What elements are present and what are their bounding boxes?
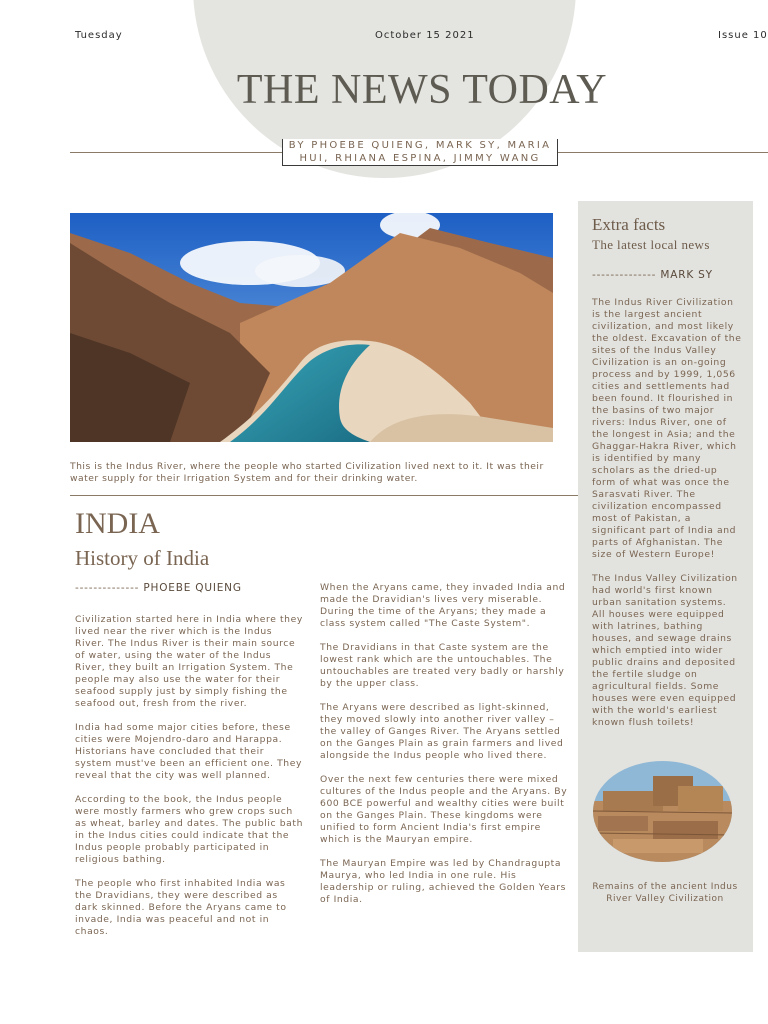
author-dashes: -------------- <box>75 582 144 594</box>
byline-box <box>282 139 558 166</box>
paragraph: When the Aryans came, they invaded India and made the Dravidian's lives very miserable. During the time of the Aryans; they made a class system called "The Caste System". <box>320 582 566 629</box>
paragraph: India had some major cities before, these cities were Mojendro-daro and Harappa. Historians have concluded that their system must've been an efficient one. They reveal that the city was well planned. <box>75 722 303 781</box>
issue-number: Issue 10 <box>718 30 768 41</box>
sidebar-subtitle: The latest local news <box>592 237 710 252</box>
byline-line-2: HUI, RHIANA ESPINA, JIMMY WANG <box>299 153 541 164</box>
sidebar-author <box>592 269 713 281</box>
paragraph: Over the next few centuries there were mixed cultures of the Indus people and the Aryans. By 600 BCE powerful and wealthy cities were built on the Ganges Plain. These kingdoms were unified to form Ancient India's first empire which is the Mauryan empire. <box>320 774 568 845</box>
author-name: PHOEBE QUIENG <box>143 582 242 594</box>
author-dashes: -------------- <box>592 269 661 281</box>
article-subheading: History of India <box>75 546 210 570</box>
issue-day: Tuesday <box>75 30 123 41</box>
paragraph: The Aryans were described as light-skinned, they moved slowly into another river valley – the valley of Ganges River. The Aryans settled on the Ganges Plain as grain farmers and lived alongside the Indus people who lived there. <box>320 702 564 761</box>
paragraph: According to the book, the Indus people were mostly farmers who grew crops such as wheat, barley and dates. The public bath in the Indus cities could indicate that the Indus people probably participated in religious bathing. <box>75 794 304 865</box>
section-divider <box>70 495 578 496</box>
paragraph: The Indus River Civilization is the largest ancient civilization, and most likely the oldest. Excavation of the sites of the Indus Valley Civilization is an on-going process and by 1999, 1,056 cities and settlements had been found. It flourished in the basins of two major rivers: Indus River, one of the longest in Asia; and the Ghaggar-Hakra River, which is identified by many scholars as the dried-up form of what was once the Sarasvati River. The civilization encompassed most of Pakistan, a significant part of India and parts of Afghanistan. The size of Western Europe! <box>592 297 742 560</box>
paragraph: Civilization started here in India where they lived near the river which is the Indus River. The Indus River is their main source of water, using the water of the Indus River, they built an Irrigation System. The people may also use the water for their seafood supply just by simply fishing the seafood out, fresh from the river. <box>75 614 303 709</box>
sidebar-text <box>592 297 742 741</box>
byline-line-1: BY PHOEBE QUIENG, MARK SY, MARIA <box>288 140 552 151</box>
paragraph: The Dravidians in that Caste system are the lowest rank which are the untouchables. The untouchables are treated very badly or harshly by the upper class. <box>320 642 565 689</box>
ruins-caption: Remains of the ancient Indus River Valley Civilization <box>592 882 738 904</box>
indus-river-photo <box>70 213 553 442</box>
article-author <box>75 582 242 594</box>
paragraph: The Mauryan Empire was led by Chandragupta Maurya, who led India in one rule. His leadership or ruling, achieved the Golden Years of India. <box>320 858 567 905</box>
paragraph: The Indus Valley Civilization had world's first known urban sanitation systems. All houses were equipped with latrines, bathing houses, and sewage drains which emptied into wider public drains and deposited the fertile sludge on agricultural fields. Some houses were even equipped with the world's earliest known flush toilets! <box>592 573 738 728</box>
ruins-photo <box>593 761 732 862</box>
sidebar-title: Extra facts <box>592 215 666 234</box>
article-heading: INDIA <box>75 507 160 540</box>
article-column-2 <box>320 582 572 918</box>
article-column-1 <box>75 614 304 950</box>
photo-caption: This is the Indus River, where the people who started Civilization lived next to it. It was their water supply for their Irrigation System and for their drinking water. <box>70 461 544 484</box>
author-name: MARK SY <box>660 269 713 281</box>
paragraph: The people who first inhabited India was the Dravidians, they were described as dark skinned. Before the Aryans came to invade, India was peaceful and not in chaos. <box>75 878 287 937</box>
masthead-title: THE NEWS TODAY <box>236 67 608 113</box>
issue-date: October 15 2021 <box>375 30 475 41</box>
